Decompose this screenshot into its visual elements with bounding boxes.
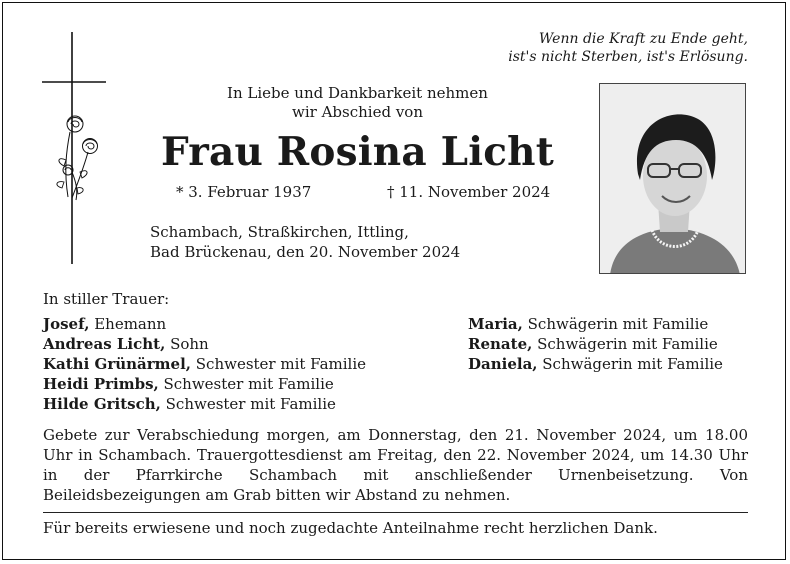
mourner-name: Hilde Gritsch, [43, 395, 161, 413]
mourner-entry [43, 354, 366, 374]
places-line-2: Bad Brückenau, den 20. November 2024 [150, 243, 461, 261]
mourner-name: Kathi Grünärmel, [43, 355, 191, 373]
mourners-list-right [468, 314, 723, 374]
motto-line-1: Wenn die Kraft zu Ende geht, [538, 31, 748, 47]
mourner-entry [468, 354, 723, 374]
mourner-entry [43, 334, 366, 354]
mourner-name: Heidi Primbs, [43, 375, 159, 393]
mourner-relation: Sohn [165, 335, 209, 353]
portrait-photo [599, 83, 746, 274]
motto-line-2: ist's nicht Sterben, ist's Erlösung. [508, 49, 748, 65]
intro-text [150, 84, 565, 122]
mourner-entry [468, 334, 723, 354]
mourner-name: Daniela, [468, 355, 538, 373]
birth-date: * 3. Februar 1937 [176, 183, 312, 201]
portrait-image [600, 84, 746, 274]
mourner-relation: Ehemann [89, 315, 167, 333]
mourner-relation: Schwester mit Familie [158, 375, 334, 393]
places-and-date [150, 222, 460, 262]
mourner-relation: Schwägerin mit Familie [537, 355, 723, 373]
mourner-entry [43, 394, 366, 414]
mourner-relation: Schwester mit Familie [191, 355, 367, 373]
mourner-name: Josef, [43, 315, 90, 333]
death-date: † 11. November 2024 [387, 183, 551, 201]
service-notice: Gebete zur Verabschiedung morgen, am Donnerstag, den 21. November 2024, um 18.00 Uhr in Schambach. Trauergottesdienst am Freitag, den 22. November 2024, um 14.30 Uhr in der Pfarrkirche Schambach mit anschließender Urnenbeisetzung. Von Beileidsbezeigungen am Grab bitten wir Abstand zu nehmen. [43, 426, 748, 504]
motto [508, 30, 748, 66]
intro-line-1: In Liebe und Dankbarkeit nehmen [227, 84, 488, 102]
places-line-1: Schambach, Straßkirchen, Ittling, [150, 223, 409, 241]
intro-line-2: wir Abschied von [292, 103, 423, 121]
mourners-list-left [43, 314, 366, 414]
cross-with-roses-icon [40, 32, 108, 264]
mourner-relation: Schwester mit Familie [160, 395, 336, 413]
deceased-name: Frau Rosina Licht [161, 129, 554, 175]
mourner-name: Andreas Licht, [43, 335, 166, 353]
thanks-text: Für bereits erwiesene und noch zugedachte Anteilnahme recht herzlichen Dank. [43, 519, 658, 537]
mourner-name: Renate, [468, 335, 533, 353]
mourners-heading: In stiller Trauer: [43, 290, 170, 308]
mourner-name: Maria, [468, 315, 523, 333]
mourner-relation: Schwägerin mit Familie [522, 315, 709, 333]
mourner-entry [468, 314, 723, 334]
mourner-entry [43, 314, 366, 334]
mourner-entry [43, 374, 366, 394]
divider [43, 512, 748, 513]
mourner-relation: Schwägerin mit Familie [532, 335, 718, 353]
